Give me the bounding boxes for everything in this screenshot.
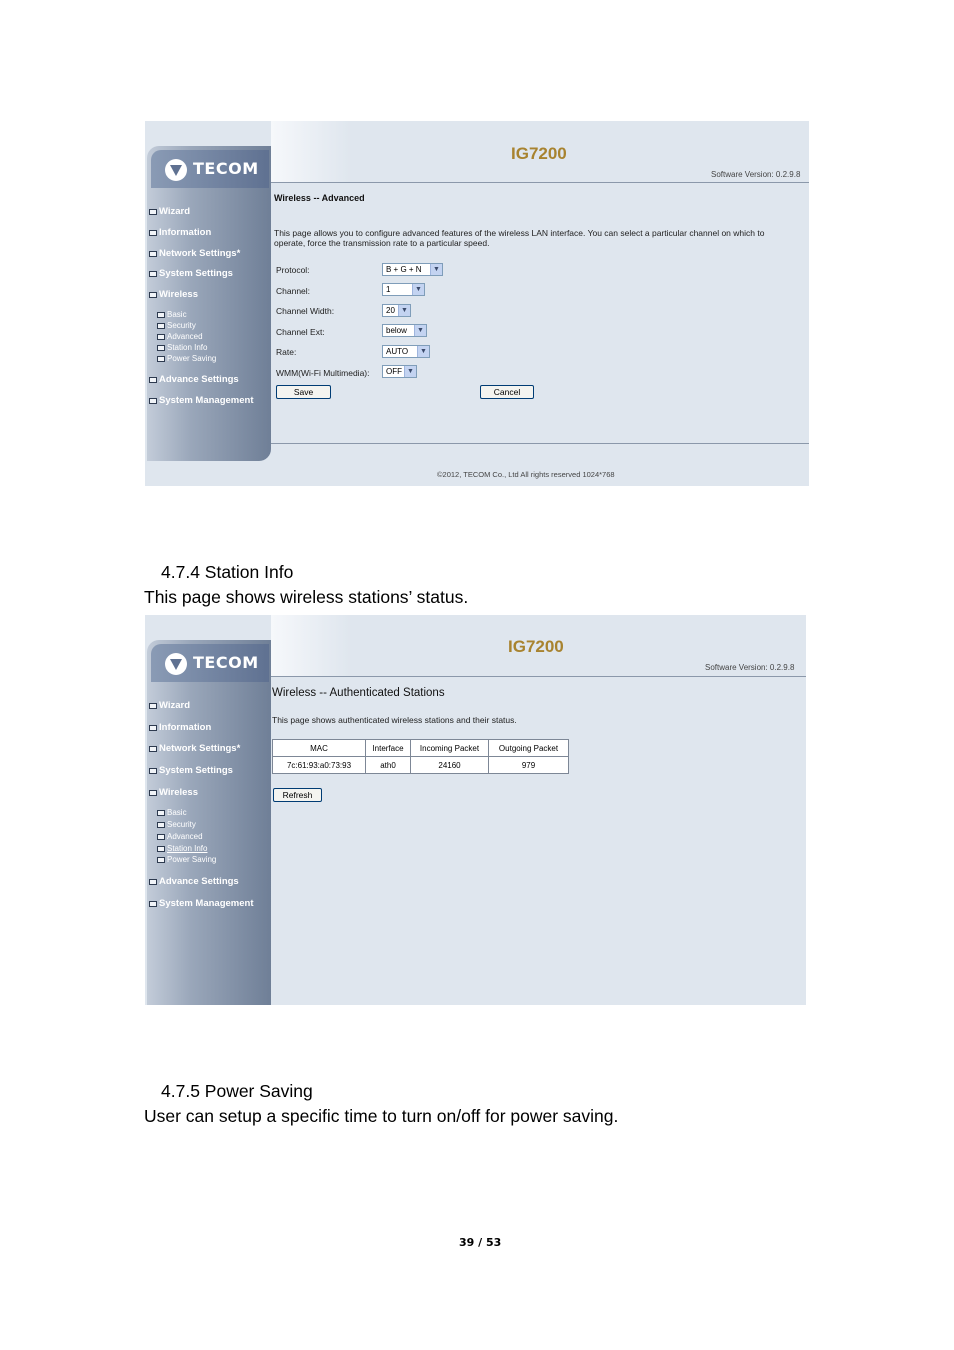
folder-icon: [149, 377, 157, 383]
sidebar-item-label: Advance Settings: [159, 374, 239, 385]
page-icon: [157, 323, 165, 329]
section-description: This page allows you to configure advanced features of the wireless LAN interface. You can select a particular channel on which to operate, force the transmission rate to a particular speed.: [274, 228, 765, 248]
sidebar-item-label: System Management: [159, 898, 254, 909]
divider: [271, 182, 809, 183]
screenshot-station-info: [145, 615, 806, 1005]
column-header-mac: MAC: [273, 740, 366, 757]
channel-value: 1: [386, 285, 391, 294]
sidebar-item-information[interactable]: [149, 227, 211, 238]
sidebar-subitem-label: Advanced: [167, 332, 203, 341]
channel-width-value: 20: [386, 306, 395, 315]
save-button[interactable]: Save: [276, 385, 331, 399]
protocol-value: B + G + N: [386, 265, 422, 274]
folder-icon: [149, 251, 157, 257]
paragraph-power-saving: User can setup a specific time to turn on/off for power saving.: [144, 1106, 619, 1126]
section-title: Wireless -- Advanced: [274, 193, 365, 203]
sidebar-subitem-security[interactable]: [157, 820, 196, 829]
heading-power-saving: 4.7.5 Power Saving: [161, 1081, 313, 1101]
sidebar-subitem-label: Security: [167, 321, 196, 330]
sidebar-item-label: System Settings: [159, 765, 233, 776]
page-icon: [157, 312, 165, 318]
sidebar-item-advance-settings[interactable]: [149, 374, 239, 385]
sidebar-subitem-label: Advanced: [167, 832, 203, 841]
chevron-down-icon: ▼: [417, 346, 429, 357]
column-header-interface: Interface: [366, 740, 411, 757]
page-title: IG7200: [508, 637, 564, 656]
folder-icon: [149, 230, 157, 236]
footer-copyright: ©2012, TECOM Co., Ltd All rights reserved 1024*768: [437, 470, 615, 479]
sidebar-item-system-settings[interactable]: [149, 765, 233, 776]
table-header-row: [273, 740, 569, 757]
sidebar-item-information[interactable]: [149, 722, 211, 733]
page-icon: [157, 834, 165, 840]
sidebar-item-wireless[interactable]: [149, 289, 198, 300]
page-icon: [157, 857, 165, 863]
sidebar-item-wizard[interactable]: [149, 206, 190, 217]
sidebar-item-label: Network Settings*: [159, 248, 241, 259]
page-icon: [157, 810, 165, 816]
sidebar-item-label: System Settings: [159, 268, 233, 279]
column-header-outgoing-packet: Outgoing Packet: [489, 740, 569, 757]
channel-ext-label: Channel Ext:: [276, 327, 325, 337]
chevron-down-icon: ▼: [404, 366, 416, 377]
tecom-logo-icon: [165, 159, 187, 181]
sidebar-subitem-label: Station Info: [167, 844, 208, 853]
wmm-select[interactable]: [382, 365, 417, 378]
channel-ext-select[interactable]: [382, 324, 427, 337]
sidebar-item-label: Information: [159, 722, 212, 733]
folder-icon: [149, 746, 157, 752]
tecom-logo-icon: [165, 653, 187, 675]
sidebar-item-advance-settings[interactable]: [149, 876, 239, 887]
sidebar-subitem-basic[interactable]: [157, 808, 187, 817]
paragraph-station-info: This page shows wireless stations’ status.: [144, 587, 469, 607]
sidebar-item-system-management[interactable]: [149, 395, 254, 406]
sidebar-item-label: Wireless: [159, 289, 198, 300]
stations-table: [272, 739, 569, 774]
sidebar-subitem-label: Basic: [167, 808, 187, 817]
folder-icon: [149, 209, 157, 215]
sidebar-item-label: Network Settings*: [159, 743, 241, 754]
page-number: 39 / 53: [459, 1236, 502, 1249]
sidebar-subitem-label: Power Saving: [167, 354, 217, 363]
sidebar-subitem-security[interactable]: [157, 321, 196, 330]
screenshot-wireless-advanced: [145, 121, 809, 486]
sidebar-subitem-station-info[interactable]: [157, 844, 207, 853]
section-title: Wireless -- Authenticated Stations: [272, 687, 445, 699]
folder-icon: [149, 398, 157, 404]
column-header-incoming-packet: Incoming Packet: [411, 740, 489, 757]
sidebar-item-system-settings[interactable]: [149, 268, 233, 279]
sidebar: [147, 146, 271, 461]
refresh-button[interactable]: Refresh: [273, 788, 322, 802]
sidebar-subitem-label: Station Info: [167, 343, 208, 352]
divider: [271, 443, 809, 444]
sidebar-subitem-label: Security: [167, 820, 196, 829]
folder-icon: [149, 768, 157, 774]
sidebar-item-label: Advance Settings: [159, 876, 239, 887]
divider: [271, 676, 806, 677]
chevron-down-icon: ▼: [398, 305, 410, 316]
protocol-label: Protocol:: [276, 265, 310, 275]
cell-outgoing-packet: 979: [489, 757, 569, 774]
logo-text: TECOM: [193, 653, 259, 672]
sidebar-subitem-power-saving[interactable]: [157, 855, 216, 864]
sidebar-subitem-advanced[interactable]: [157, 332, 203, 341]
sidebar-item-label: Wizard: [159, 206, 191, 217]
sidebar-item-label: Wizard: [159, 700, 191, 711]
sidebar-subitem-basic[interactable]: [157, 310, 187, 319]
sidebar-item-label: System Management: [159, 395, 254, 406]
folder-icon: [149, 879, 157, 885]
channel-select[interactable]: [382, 283, 425, 296]
sidebar-item-network-settings[interactable]: [149, 248, 240, 259]
chevron-down-icon: ▼: [430, 264, 442, 275]
chevron-down-icon: ▼: [414, 325, 426, 336]
sidebar-subitem-station-info[interactable]: [157, 343, 207, 352]
sidebar-item-label: Wireless: [159, 787, 198, 798]
rate-label: Rate:: [276, 347, 297, 357]
sidebar-item-label: Information: [159, 227, 212, 238]
header-gradient: [271, 121, 351, 183]
cell-mac: 7c:61:93:a0:73:93: [273, 757, 366, 774]
folder-icon: [149, 725, 157, 731]
rate-value: AUTO: [386, 347, 409, 356]
sidebar-item-wireless[interactable]: [149, 787, 198, 798]
logo-text: TECOM: [193, 159, 259, 178]
sidebar-item-wizard[interactable]: [149, 700, 190, 711]
cell-interface: ath0: [366, 757, 411, 774]
cell-incoming-packet: 24160: [411, 757, 489, 774]
page-icon: [157, 345, 165, 351]
heading-station-info: 4.7.4 Station Info: [161, 562, 294, 582]
sidebar-subitem-power-saving[interactable]: [157, 354, 216, 363]
sidebar-item-system-management[interactable]: [149, 898, 254, 909]
channel-ext-value: below: [386, 326, 407, 335]
wmm-label: WMM(Wi-Fi Multimedia):: [276, 368, 370, 378]
folder-icon: [149, 901, 157, 907]
channel-label: Channel:: [276, 286, 311, 296]
page-icon: [157, 356, 165, 362]
folder-icon: [149, 703, 157, 709]
page-icon: [157, 846, 165, 852]
protocol-select[interactable]: [382, 263, 443, 276]
wmm-value: OFF: [386, 367, 402, 376]
logo: [151, 150, 269, 188]
logo: [151, 644, 269, 682]
page-icon: [157, 334, 165, 340]
channel-width-label: Channel Width:: [276, 306, 335, 316]
sidebar-subitem-label: Power Saving: [167, 855, 217, 864]
folder-icon: [149, 271, 157, 277]
page-icon: [157, 822, 165, 828]
sidebar-subitem-advanced[interactable]: [157, 832, 203, 841]
sidebar-subitem-label: Basic: [167, 310, 187, 319]
header-gradient: [271, 615, 351, 677]
sidebar-item-network-settings[interactable]: [149, 743, 240, 754]
software-version: Software Version: 0.2.9.8: [705, 663, 795, 672]
channel-width-select[interactable]: [382, 304, 411, 317]
software-version: Software Version: 0.2.9.8: [711, 170, 801, 179]
section-description: This page shows authenticated wireless stations and their status.: [272, 715, 517, 725]
folder-icon: [149, 790, 157, 796]
rate-select[interactable]: [382, 345, 430, 358]
table-row: [273, 757, 569, 774]
page-title: IG7200: [511, 144, 567, 163]
cancel-button[interactable]: Cancel: [480, 385, 534, 399]
folder-icon: [149, 292, 157, 298]
chevron-down-icon: ▼: [412, 284, 424, 295]
